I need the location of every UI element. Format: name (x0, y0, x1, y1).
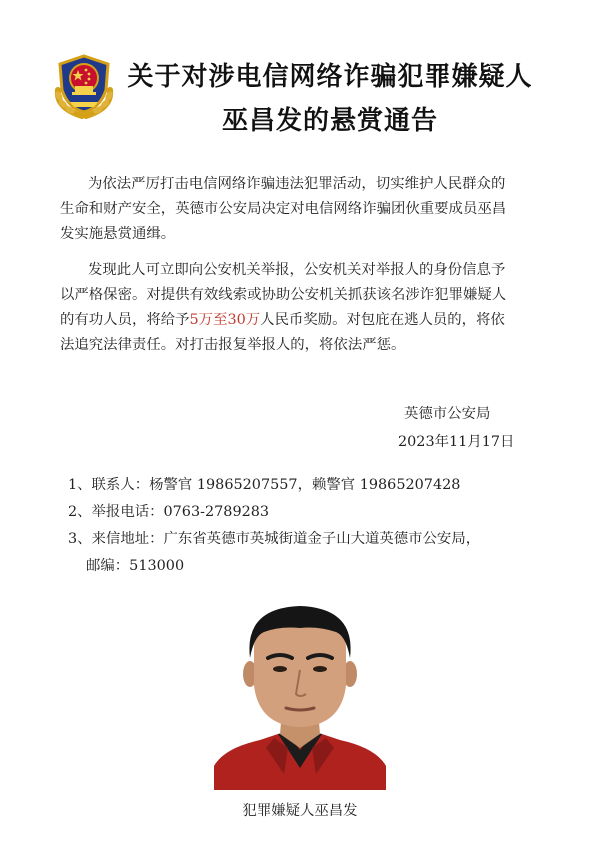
postal-code: 邮编：513000 (86, 558, 185, 574)
paragraph-line: 以严格保密。对提供有效线索或协助公安机关抓获该名涉诈犯罪嫌疑人 (60, 287, 507, 303)
paragraph-line: 法追究法律责任。对打击报复举报人的，将依法严惩。 (60, 337, 406, 353)
suspect-photo (214, 598, 386, 790)
notice-title-line2: 巫昌发的悬赏通告 (221, 106, 438, 136)
paragraph-line: 为依法严厉打击电信网络诈骗违法犯罪活动，切实维护人民群众的 (88, 176, 506, 192)
reward-amount: 5万至30万 (189, 312, 261, 328)
reward-text-after: 人民币奖励。对包庇在逃人员的，将依 (260, 312, 505, 328)
mailing-address: 3、来信地址：广东省英德市英城街道金子山大道英德市公安局， (68, 531, 481, 547)
police-emblem-icon (48, 50, 120, 122)
issue-date: 2023年11月17日 (398, 434, 515, 450)
paragraph-line (60, 308, 552, 333)
report-phone: 2、举报电话：0763-2789283 (68, 504, 270, 520)
paragraph-intro (60, 172, 552, 247)
suspect-portrait-image (214, 598, 386, 790)
photo-caption: 犯罪嫌疑人巫昌发 (242, 803, 358, 819)
paragraph-line: 生命和财产安全，英德市公安局决定对电信网络诈骗团伙重要成员巫昌 (60, 201, 507, 217)
paragraph-reward (60, 258, 552, 358)
paragraph-line: 发现此人可立即向公安机关举报，公安机关对举报人的身份信息予 (88, 262, 506, 278)
paragraph-line: 发实施悬赏通缉。 (60, 226, 176, 242)
reward-text-before: 的有功人员，将给予 (60, 312, 190, 328)
notice-title-line1: 关于对涉电信网络诈骗犯罪嫌疑人 (127, 62, 533, 92)
contact-person: 1、联系人：杨警官 19865207557，赖警官 19865207428 (68, 477, 461, 493)
issuing-organization: 英德市公安局 (404, 406, 491, 422)
